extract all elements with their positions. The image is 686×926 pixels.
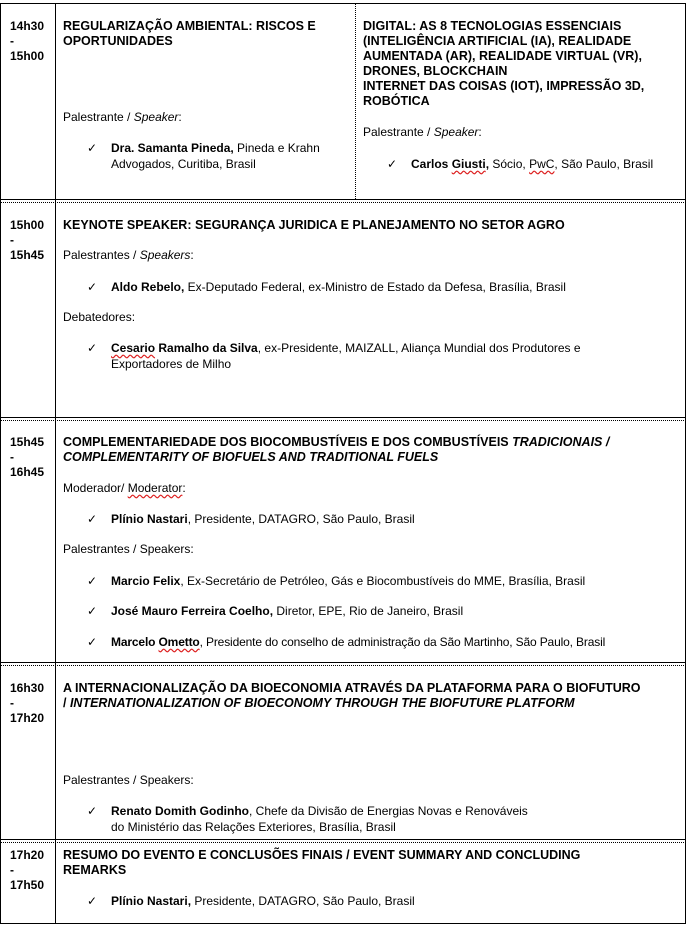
list-item <box>63 279 682 295</box>
speaker-label: Palestrantes / Speakers: <box>63 773 194 787</box>
speaker-name: Plínio Nastari, <box>111 894 192 908</box>
speaker-affiliation: Presidente, DATAGRO, São Paulo, Brasil <box>191 894 415 908</box>
checkmark-icon: ✓ <box>87 894 98 908</box>
moderator-label: Moderador/ Moderator: <box>63 481 186 495</box>
time-separator: - <box>10 34 14 48</box>
speaker-affiliation: Sócio, PwC, São Paulo, Brasil <box>489 157 654 171</box>
speaker-label: Palestrante / Speaker: <box>363 125 482 139</box>
session-title: COMPLEMENTARIEDADE DOS BIOCOMBUSTÍVEIS E DOS COMBUSTÍVEIS TRADICIONAIS / COMPLEMENTARITY OF BIOFUELS AND TRADITIONAL FUELS <box>63 435 610 464</box>
speaker-affiliation: , ex-Presidente, MAIZALL, Aliança Mundial dos Produtores e Exportadores de Milho <box>111 341 581 371</box>
speaker-name: Plínio Nastari <box>111 512 188 526</box>
list-item <box>363 156 663 172</box>
session-cell <box>63 435 682 465</box>
table-border-left <box>0 3 1 923</box>
list-item <box>63 634 686 650</box>
speaker-label: Palestrantes / Speakers: <box>63 248 194 262</box>
list-item <box>63 803 682 835</box>
session-title-continued: INTERNET DAS COISAS (IOT), IMPRESSÃO 3D, ROBÓTICA <box>363 79 645 108</box>
checkmark-icon: ✓ <box>87 280 98 294</box>
speaker-name: Carlos Giusti, <box>411 157 490 171</box>
time-separator: - <box>10 863 14 877</box>
time-slot <box>10 848 54 893</box>
speaker-affiliation-continued: do Ministério das Relações Exteriores, Brasília, Brasil <box>111 820 396 834</box>
session-cell <box>63 218 682 233</box>
time-start: 16h30 <box>10 681 45 695</box>
time-end: 16h45 <box>10 465 45 479</box>
speaker-list <box>363 156 663 172</box>
row-divider <box>0 842 686 843</box>
speaker-list <box>63 634 686 650</box>
speaker-label: Palestrantes / Speakers: <box>63 542 194 556</box>
speaker-affiliation: , Presidente, DATAGRO, São Paulo, Brasil <box>187 512 415 526</box>
moderator-list <box>63 511 682 527</box>
speaker-list <box>63 279 682 295</box>
time-start: 15h00 <box>10 218 45 232</box>
speaker-name: Marcio Felix <box>111 574 181 588</box>
checkmark-icon: ✓ <box>87 635 97 649</box>
list-item <box>63 893 682 909</box>
speaker-name: Dra. Samanta Pineda, <box>111 141 234 155</box>
speaker-affiliation: , Ex-Secretário de Petróleo, Gás e Biocombustíveis do MME, Brasília, Brasil <box>180 574 586 588</box>
time-column-divider <box>55 3 56 923</box>
speaker-name: Marcelo Ometto <box>111 635 200 649</box>
speaker-affiliation: Diretor, EPE, Rio de Janeiro, Brasil <box>273 604 464 618</box>
speaker-affiliation: Ex-Deputado Federal, ex-Ministro de Estado da Defesa, Brasília, Brasil <box>184 280 566 294</box>
checkmark-icon: ✓ <box>87 574 98 588</box>
checkmark-icon: ✓ <box>87 804 98 818</box>
session-title: RESUMO DO EVENTO E CONCLUSÕES FINAIS / EVENT SUMMARY AND CONCLUDING REMARKS <box>63 848 581 877</box>
checkmark-icon: ✓ <box>87 604 98 618</box>
table-border-bottom <box>0 923 686 924</box>
speaker-list <box>63 893 682 909</box>
speaker-block <box>63 110 349 125</box>
speaker-affiliation: Pineda e Krahn Advogados, Curitiba, Brasil <box>111 141 320 171</box>
speaker-list <box>63 803 682 835</box>
row-divider <box>0 839 686 840</box>
session-title: A INTERNACIONALIZAÇÃO DA BIOECONOMIA ATRAVÉS DA PLATAFORMA PARA O BIOFUTURO / INTERNATIONALIZATION OF BIOECONOMY THROUGH THE BIOFUTURE PLATFORM <box>63 681 641 710</box>
time-slot <box>10 19 54 64</box>
speaker-name: Renato Domith Godinho <box>111 804 249 818</box>
time-start: 17h20 <box>10 848 45 862</box>
session-cell <box>63 848 636 878</box>
speaker-list <box>63 140 349 172</box>
list-item <box>63 603 682 619</box>
time-slot <box>10 218 54 263</box>
row-divider <box>0 420 686 421</box>
speaker-name: Cesario Ramalho da Silva <box>111 341 258 355</box>
checkmark-icon: ✓ <box>387 157 398 171</box>
time-slot <box>10 435 54 480</box>
row-divider <box>0 665 686 666</box>
checkmark-icon: ✓ <box>87 141 98 155</box>
session-cell <box>63 19 349 49</box>
row-divider <box>0 202 686 203</box>
session-title: KEYNOTE SPEAKER: SEGURANÇA JURIDICA E PLANEJAMENTO NO SETOR AGRO <box>63 218 565 232</box>
speaker-name: José Mauro Ferreira Coelho, <box>111 604 274 618</box>
time-slot <box>10 681 54 726</box>
time-separator: - <box>10 450 14 464</box>
checkmark-icon: ✓ <box>87 341 98 355</box>
time-end: 15h00 <box>10 49 45 63</box>
row-divider <box>0 417 686 418</box>
speaker-affiliation: , Chefe da Divisão de Energias Novas e Renováveis <box>248 804 528 818</box>
speaker-label: Palestrante / Speaker: <box>63 110 182 124</box>
time-start: 14h30 <box>10 19 45 33</box>
debaters-label: Debatedores: <box>63 310 136 324</box>
speaker-list <box>63 340 646 372</box>
time-end: 17h20 <box>10 711 45 725</box>
speaker-block <box>363 125 683 140</box>
speaker-affiliation: , Presidente do conselho de administração da São Martinho, São Paulo, Brasil <box>199 635 606 649</box>
list-item <box>63 140 349 172</box>
time-start: 15h45 <box>10 435 45 449</box>
time-end: 15h45 <box>10 248 45 262</box>
checkmark-icon: ✓ <box>87 512 98 526</box>
row-divider <box>0 199 686 200</box>
list-item <box>63 511 682 527</box>
speaker-list <box>63 573 682 589</box>
time-end: 17h50 <box>10 878 45 892</box>
time-separator: - <box>10 233 14 247</box>
session-cell <box>363 19 683 109</box>
list-item <box>63 340 646 372</box>
time-separator: - <box>10 696 14 710</box>
session-title: REGULARIZAÇÃO AMBIENTAL: RISCOS E OPORTUNIDADES <box>63 19 316 48</box>
speaker-list <box>63 603 682 619</box>
table-border-top <box>0 3 686 4</box>
session-title: DIGITAL: AS 8 TECNOLOGIAS ESSENCIAIS (INTELIGÊNCIA ARTIFICIAL (IA), REALIDADE AUMENTADA (AR), REALIDADE VIRTUAL (VR), DRONES, BLOCKCHAIN <box>363 19 642 78</box>
split-cell-divider <box>355 3 356 199</box>
list-item <box>63 573 682 589</box>
speaker-name: Aldo Rebelo, <box>111 280 185 294</box>
row-divider <box>0 662 686 663</box>
session-cell <box>63 681 646 711</box>
